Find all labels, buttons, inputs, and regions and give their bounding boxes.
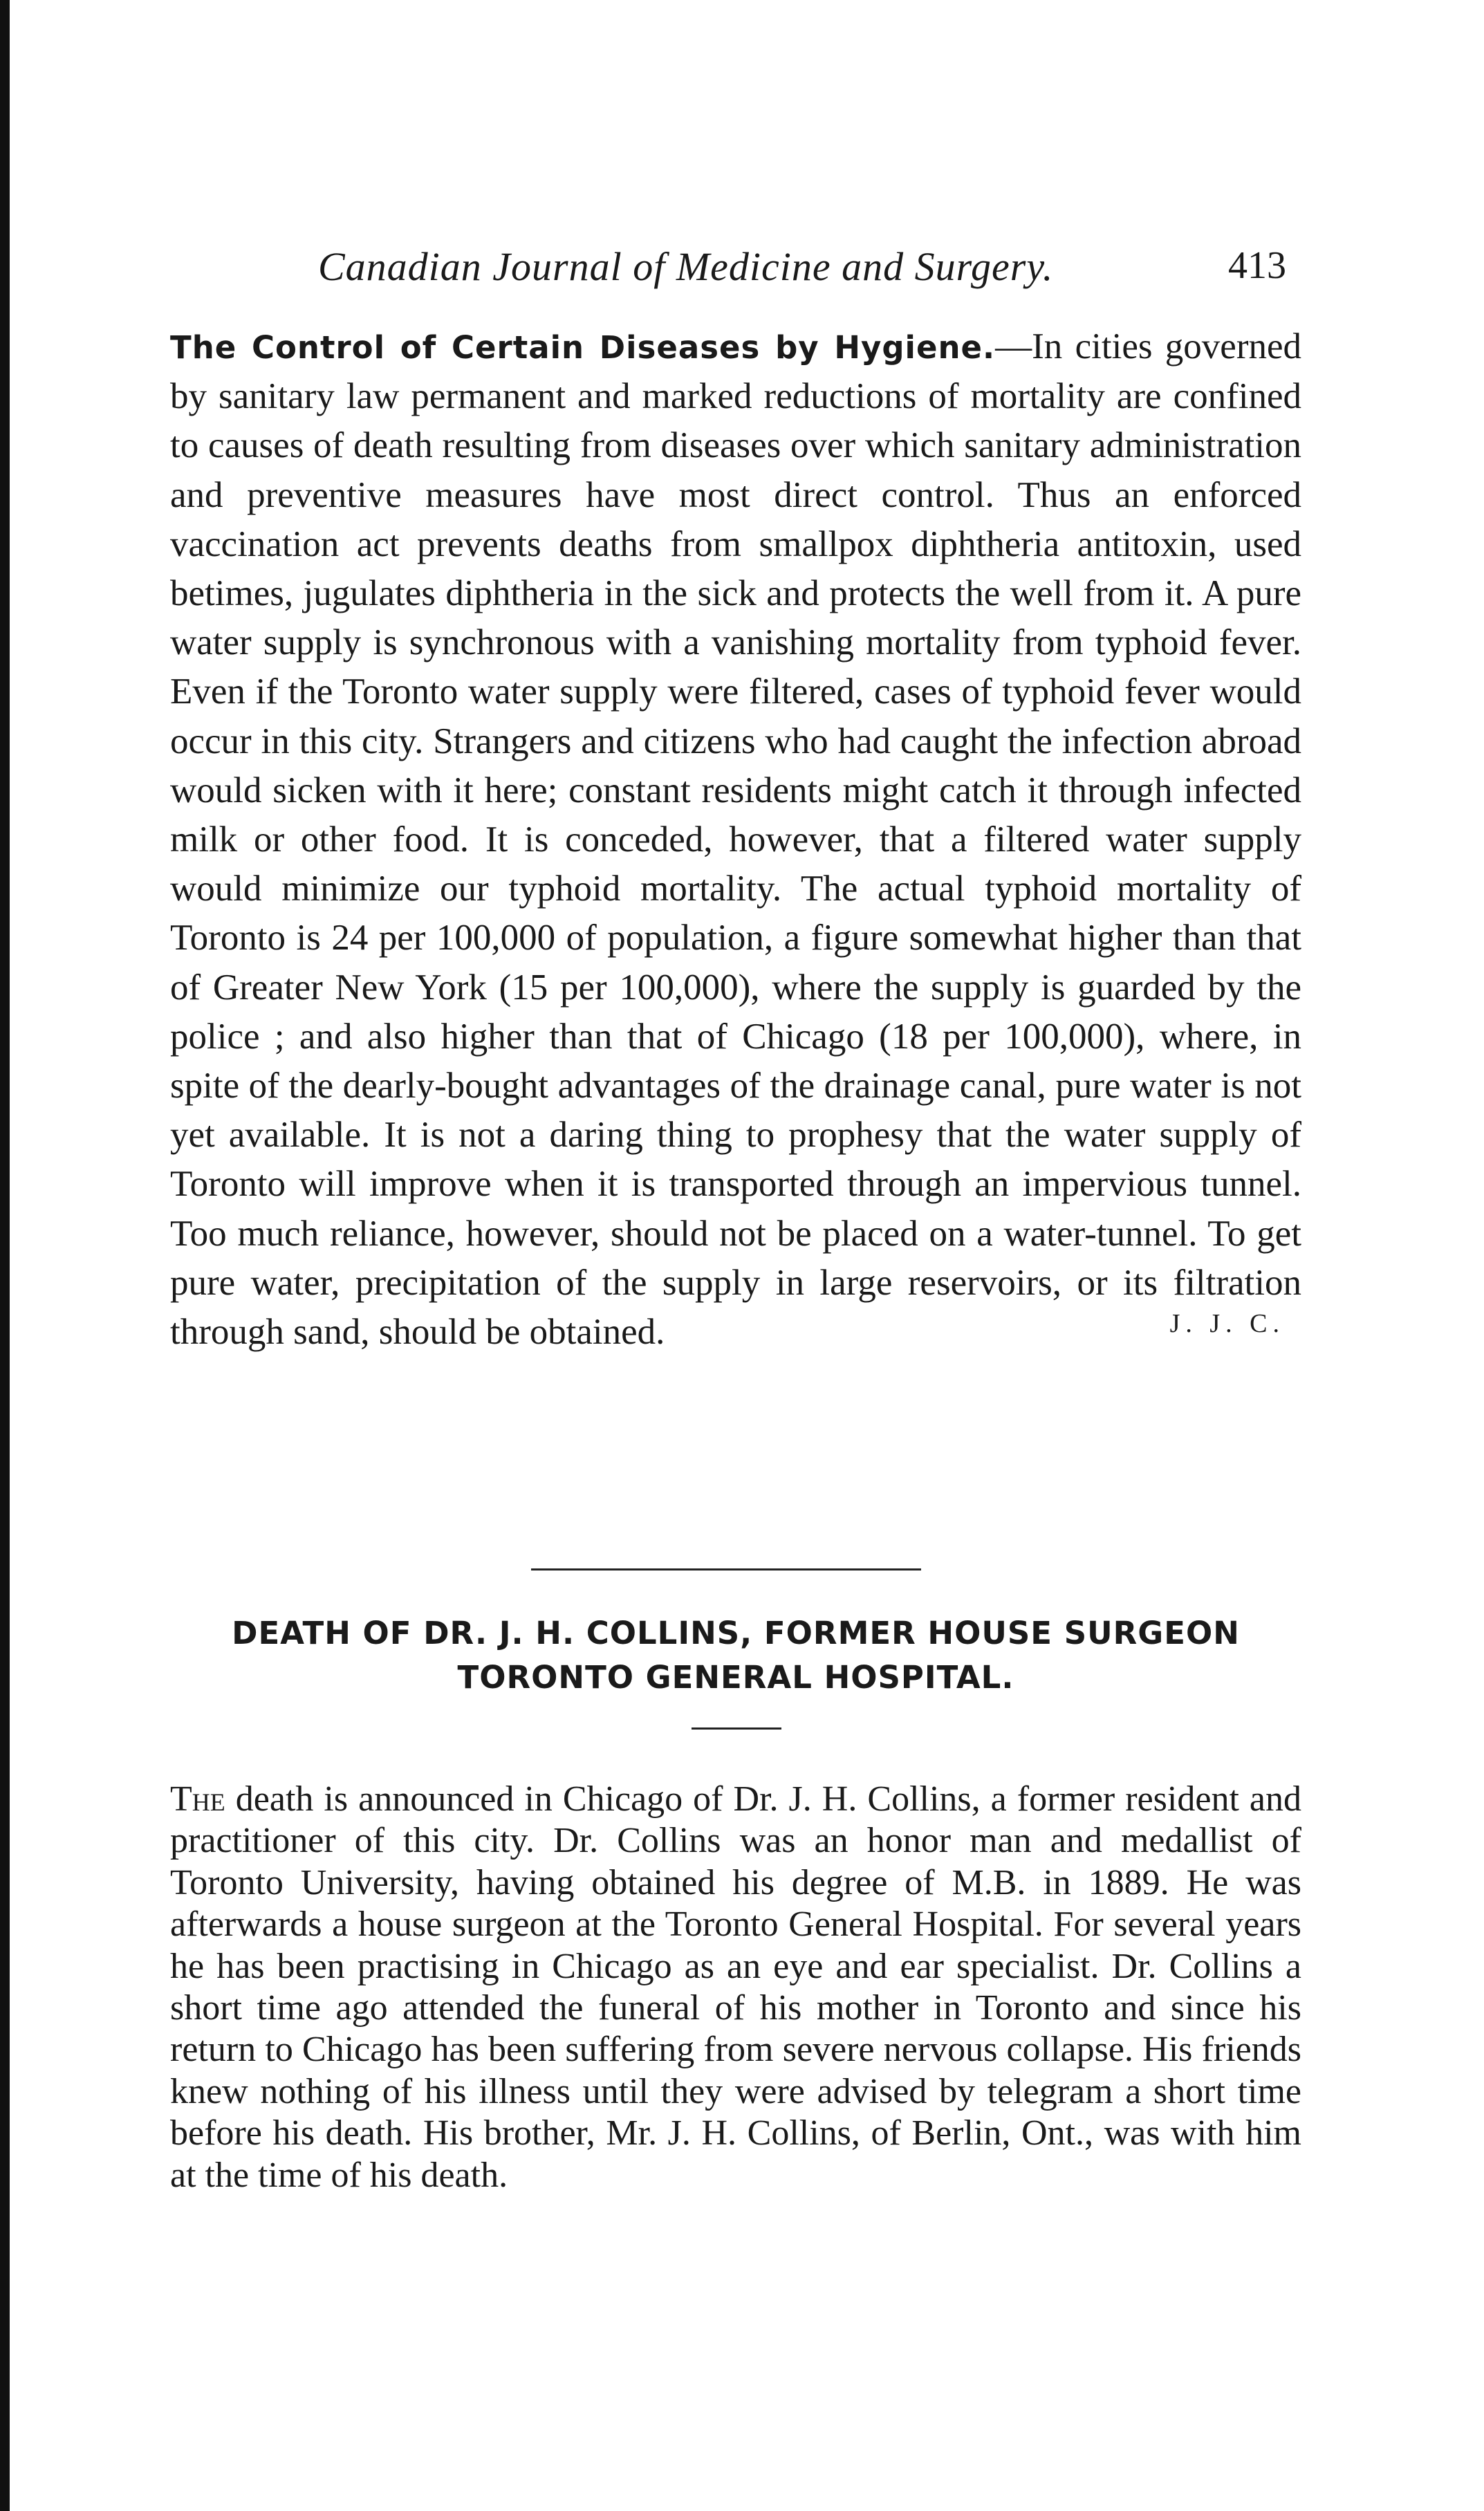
obituary-headline-line1: DEATH OF DR. J. H. COLLINS, FORMER HOUSE SURGEON	[232, 1615, 1240, 1651]
headline-rule	[692, 1727, 781, 1730]
obituary-body: death is announced in Chicago of Dr. J. H. Collins, a former resident and practitioner of this city. Dr. Collins was an honor man and medallist of Toronto University, having obtained his degree of M.B. in 1889. He was afterwards a house surgeon at the Toronto General Hospital. For several years he has been practising in Chicago as an eye and ear specialist. Dr. Collins a short time ago attended the funeral of his mother in Toronto and since his return to Chicago has been suffering from severe nervous collapse. His friends knew nothing of his illness until they were advised by telegram a short time before his death. His brother, Mr. J. H. Collins, of Berlin, Ont., was with him at the time of his death.	[170, 1779, 1301, 2195]
article-hygiene-paragraph	[170, 322, 1301, 1357]
obituary-headline-line2: TORONTO GENERAL HOSPITAL.	[457, 1659, 1014, 1696]
journal-title: Canadian Journal of Medicine and Surgery.	[318, 244, 1054, 289]
article-hygiene	[170, 322, 1301, 1353]
article-hygiene-heading: The Control of Certain Diseases by Hygiene.	[170, 329, 996, 366]
page-number: 413	[1228, 244, 1286, 287]
article-obituary	[170, 1779, 1301, 2196]
running-head	[318, 243, 1286, 299]
obituary-lead-word: The	[170, 1779, 225, 1819]
article-hygiene-body: —In cities governed by sanitary law permanent and marked reductions of mortality are confined to causes of death resulting from diseases over which sanitary administration and preventive measures have most direct control. Thus an enforced vaccination act prevents deaths from smallpox diphtheria antitoxin, used betimes, jugulates diphtheria in the sick and protects the well from it. A pure water supply is synchronous with a vanishing mortality from typhoid fever. Even if the Toronto water supply were filtered, cases of typhoid fever would occur in this city. Strangers and citizens who had caught the infection abroad would sicken with it here; constant residents might catch it through infected milk or other food. It is conceded, however, that a filtered water supply would minimize our typhoid mortality. The actual typhoid mortality of Toronto is 24 per 100,000 of population, a figure somewhat higher than that of Greater New York (15 per 100,000), where the supply is guarded by the police ; and also higher than that of Chicago (18 per 100,000), where, in spite of the dearly-bought advantages of the drainage canal, pure water is not yet available. It is not a daring thing to prophesy that the water supply of Toronto will improve when it is transported through an impervious tunnel. Too much reliance, however, should not be placed on a water-tunnel. To get pure water, precipitation of the supply in large reservoirs, or its filtration through sand, should be obtained.	[170, 326, 1301, 1353]
obituary-paragraph	[170, 1779, 1301, 2196]
obituary-headline	[170, 1611, 1301, 1700]
scan-edge-shadow	[0, 0, 10, 2511]
section-divider	[531, 1568, 921, 1570]
author-initials: J. J. C.	[1169, 1309, 1285, 1339]
